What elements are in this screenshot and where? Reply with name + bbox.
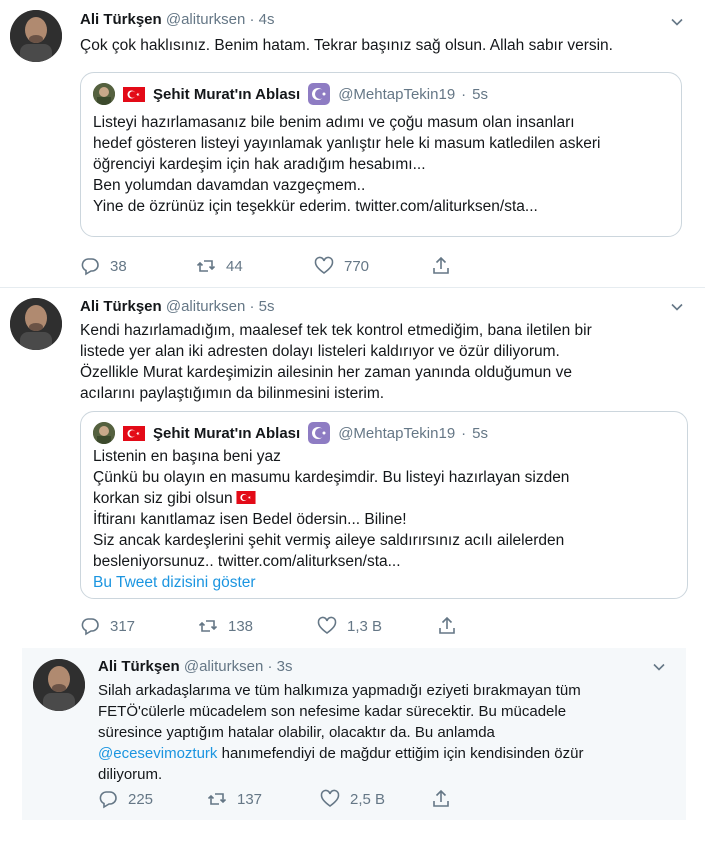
like-count: 2,5 B (350, 790, 386, 808)
separator-dot: · (249, 11, 255, 28)
like-button[interactable] (320, 789, 385, 809)
chevron-down-icon[interactable] (670, 15, 684, 29)
share-icon (437, 616, 457, 636)
retweet-count: 138 (228, 617, 254, 635)
separator-dot: · (461, 85, 467, 103)
heart-icon (320, 789, 340, 809)
retweet-button[interactable] (196, 256, 243, 276)
quoted-tweet-header (93, 83, 488, 105)
like-button[interactable] (317, 616, 382, 636)
retweet-icon (198, 616, 218, 636)
quoted-timestamp: 5s (472, 85, 489, 103)
reply-button[interactable] (80, 616, 135, 636)
tweet-1[interactable] (0, 0, 705, 288)
tweet-text: Silah arkadaşlarıma ve tüm halkımıza yapmadığı eziyeti bırakmayan tüm FETÖ'cülerle mücadelem son nefesime kadar sürecektir. Bu mücadele süresince yaptığım hatalar olabilir, olacaktır da. Bu anlamda @ecesevimozturk hanımefendiyi de mağdur ettiğim için kendisinden özür diliyorum. (98, 682, 584, 783)
quoted-tweet-text: Listeyi hazırlamasanız bile benim adımı ve çoğu masum olan insanları hedef gösteren listeyi yayınlamak yanlıştır hele ki masum katledilen askeri öğrenciyi kardeşim için hak aradığım hesabımı... Ben yolumdan davamdan vazgeçmem.. Yine de özrünüz için teşekkür ederim. twitter.com/aliturksen/sta... (93, 114, 601, 215)
timestamp[interactable]: 5s (258, 298, 275, 315)
quoted-tweet[interactable] (80, 72, 682, 237)
tweet-header (98, 658, 292, 675)
turkey-flag-icon (123, 87, 145, 102)
heart-icon (317, 616, 337, 636)
tweet-text: Kendi hazırlamadığım, maalesef tek tek kontrol etmediğim, bana iletilen bir listede yer alan iki adresten dolayı listeleri kaldırıyor ve özür diliyorum. Özellikle Murat kardeşimizin ailesinin her zaman yanında olduğumun ve acılarını paylaştığımın da bilinmesini isterim. (80, 322, 592, 402)
like-count: 770 (344, 257, 370, 275)
reply-icon (80, 616, 100, 636)
share-icon (431, 256, 451, 276)
reply-icon (80, 256, 100, 276)
author-name[interactable]: Ali Türkşen (98, 658, 180, 675)
avatar[interactable] (10, 298, 62, 350)
share-button[interactable] (431, 256, 461, 276)
author-name[interactable]: Ali Türkşen (80, 11, 162, 28)
quoted-author-name: Şehit Murat'ın Ablası (153, 85, 301, 103)
chevron-down-icon[interactable] (670, 300, 684, 314)
share-button[interactable] (437, 616, 467, 636)
retweet-button[interactable] (198, 616, 253, 636)
retweet-icon (207, 789, 227, 809)
reply-count: 38 (110, 257, 127, 275)
crescent-badge-icon (308, 83, 330, 105)
show-thread-link[interactable]: Bu Tweet dizisini göster (93, 574, 256, 591)
turkey-flag-icon (236, 491, 256, 504)
like-button[interactable] (314, 256, 369, 276)
quoted-author-handle: @MehtapTekin19 (338, 85, 456, 103)
tweet-actions (80, 255, 460, 277)
separator-dot: · (249, 298, 255, 315)
retweet-count: 44 (226, 257, 243, 275)
avatar[interactable] (10, 10, 62, 62)
quoted-author-name: Şehit Murat'ın Ablası (153, 424, 301, 442)
heart-icon (314, 256, 334, 276)
timestamp[interactable]: 4s (258, 11, 275, 28)
tweet-header (80, 11, 274, 28)
tweet-actions (80, 615, 460, 637)
share-button[interactable] (431, 789, 461, 809)
quoted-avatar (93, 83, 115, 105)
crescent-badge-icon (308, 422, 330, 444)
reply-count: 317 (110, 617, 136, 635)
tweet-header (80, 298, 274, 315)
author-name[interactable]: Ali Türkşen (80, 298, 162, 315)
tweet-actions (98, 788, 478, 810)
tweet-2[interactable] (0, 288, 705, 645)
timestamp[interactable]: 3s (276, 658, 293, 675)
like-count: 1,3 B (347, 617, 383, 635)
quoted-timestamp: 5s (472, 424, 489, 442)
author-handle[interactable]: @aliturksen (165, 11, 246, 28)
retweet-button[interactable] (207, 789, 262, 809)
separator-dot: · (267, 658, 273, 675)
avatar[interactable] (33, 659, 85, 711)
reply-button[interactable] (98, 789, 153, 809)
chevron-down-icon[interactable] (652, 660, 666, 674)
separator-dot: · (461, 424, 467, 442)
quoted-tweet-header (93, 422, 488, 444)
mention-link[interactable]: @ecesevimozturk (98, 745, 218, 762)
quoted-avatar (93, 422, 115, 444)
author-handle[interactable]: @aliturksen (183, 658, 264, 675)
reply-icon (98, 789, 118, 809)
tweet-text: Çok çok haklısınız. Benim hatam. Tekrar başınız sağ olsun. Allah sabır versin. (80, 37, 613, 54)
reply-button[interactable] (80, 256, 127, 276)
author-handle[interactable]: @aliturksen (165, 298, 246, 315)
tweet-3[interactable] (22, 648, 686, 820)
quoted-author-handle: @MehtapTekin19 (338, 424, 456, 442)
share-icon (431, 789, 451, 809)
retweet-icon (196, 256, 216, 276)
quoted-tweet[interactable] (80, 411, 688, 599)
turkey-flag-icon (123, 426, 145, 441)
reply-count: 225 (128, 790, 154, 808)
quoted-tweet-text: Listenin en başına beni yaz Çünkü bu olayın en masumu kardeşimdir. Bu listeyi hazırlayan sizden korkan siz gibi olsun İftiranı kanıtlamaz isen Bedel ödersin... Biline! Siz ancak kardeşlerini şehit vermiş aileye saldırırsınız acılı ailelerden besleniyorsunuz.. twitter.com/aliturksen/sta... Bu Tweet dizisini göster (93, 448, 570, 591)
retweet-count: 137 (237, 790, 263, 808)
